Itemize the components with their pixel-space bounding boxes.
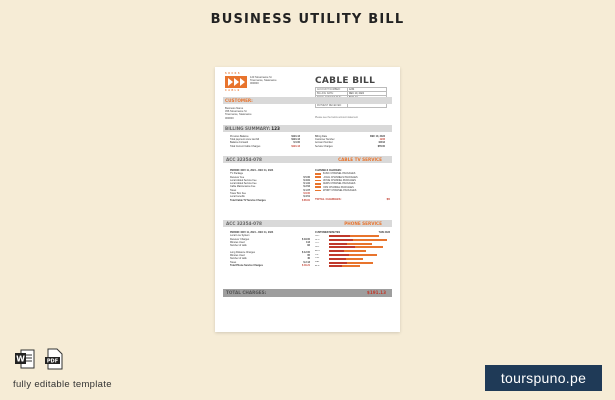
- summary-value: $191.13: [291, 138, 300, 142]
- customer-label: CUSTOMER:: [225, 98, 253, 103]
- info-key: PAYMENT RECEIVED:: [316, 104, 348, 108]
- cable-total-value: $5: [386, 196, 390, 201]
- cable-charges: [230, 169, 310, 202]
- channel-label: NEWS CHANNEL PACKAGES: [322, 182, 356, 186]
- charge-value: $ 3.81: [303, 178, 310, 182]
- channel-label: MOVIE CHANNEL PACKAGES: [322, 178, 356, 182]
- utility-bill-document: [215, 67, 400, 332]
- pdf-icon: [43, 348, 65, 370]
- charge-label: Local benefits: [230, 195, 245, 199]
- charge-label: Cable Maintenance Fee: [230, 185, 256, 189]
- pdf-icon-glyph: PDF: [46, 358, 59, 365]
- summary-row: [230, 145, 300, 148]
- minutes-bar-track: [329, 235, 390, 237]
- summary-key: Balance Forward: [230, 141, 249, 145]
- phone-service-label: PHONE SERVICE: [344, 220, 382, 226]
- charge-value: $ 18.00: [302, 237, 310, 241]
- billing-summary-number: 123: [271, 126, 280, 131]
- channel-row: [315, 189, 390, 192]
- summary-key: Billing Date: [315, 135, 328, 138]
- summary-key: Service Charges: [315, 144, 333, 148]
- summary-key: Total payment since last bill: [230, 138, 260, 142]
- charge-label: Local Added Service Fee: [230, 182, 257, 186]
- customer-address: [225, 107, 265, 120]
- period-text: PERIOD: NOV 11, 2024 – DEC 11, 2024: [230, 169, 274, 172]
- minutes-bar-track: [329, 254, 390, 256]
- customer-line: 000000: [225, 116, 234, 120]
- minutes-bar-fill-secondary: [329, 265, 342, 267]
- company-address: [250, 76, 288, 86]
- minutes-bar-fill-secondary: [329, 262, 347, 264]
- summary-right: [315, 135, 385, 148]
- charge-label: Taxes: [230, 260, 237, 264]
- company-name-sub: CABLE: [225, 89, 241, 92]
- minutes-bar-label: JUN: [315, 257, 320, 260]
- charge-label: Local Added Service Fee: [230, 178, 257, 182]
- info-value: DEC 10, 2024: [347, 92, 386, 96]
- period-text: PERIOD: NOV 11, 2024 – DEC 11, 2024: [230, 231, 274, 234]
- charge-label: Tower Box Fee: [230, 192, 246, 196]
- minutes-bar-fill-secondary: [329, 258, 346, 260]
- summary-value: $191.13: [291, 135, 300, 138]
- charge-label: Receiver Fee: [230, 175, 245, 179]
- charge-total-row: [230, 264, 310, 267]
- file-format-icons: [14, 348, 65, 370]
- charge-value: $ 5.00: [303, 175, 310, 179]
- grand-total-label: TOTAL CHARGES:: [226, 290, 267, 296]
- billing-summary-label: BILLING SUMMARY:: [225, 126, 271, 131]
- minutes-bar-label: OCT: [315, 242, 320, 245]
- summary-value: $78.00: [377, 144, 385, 148]
- cable-service-bar: [223, 156, 392, 163]
- charge-label: Total Cable TV Service Charges: [230, 198, 266, 202]
- minutes-bar-track: [329, 250, 390, 252]
- charge-value: $ 1.91: [303, 182, 310, 186]
- charge-value: $ 85.81: [302, 198, 310, 202]
- charge-label: Long Distance Charges: [230, 250, 255, 254]
- summary-key: Total Current Cable Charges: [230, 144, 261, 148]
- channel-label: SPORT CHANNEL PACKAGES: [322, 188, 357, 192]
- channels-label: CHANNELS CHARGES:: [315, 169, 342, 172]
- charge-value: $ 1.07: [303, 188, 310, 192]
- channel-swatch: [315, 180, 321, 182]
- summary-left: [230, 135, 300, 148]
- company-logo-icon: [225, 76, 247, 88]
- grand-total-bar: [223, 289, 392, 297]
- summary-row: [315, 145, 385, 148]
- minutes-bar-label: APR: [315, 265, 320, 268]
- charge-label: Taxes: [230, 188, 237, 192]
- bill-title: CABLE BILL: [315, 76, 376, 86]
- charge-value: $ 12.00: [302, 250, 310, 254]
- address-line: 123 Streetname St: [250, 76, 272, 79]
- minutes-bar-label: JUL: [315, 253, 319, 256]
- word-icon: [14, 348, 36, 370]
- charge-value: $ 2.13: [303, 260, 310, 264]
- charge-label: Local Line System: [230, 234, 250, 238]
- charge-label: TV Package: [230, 172, 244, 176]
- summary-value: 10012: [378, 141, 385, 145]
- cable-total-row: [315, 198, 390, 201]
- charge-value: $ 40.21: [302, 263, 310, 267]
- charge-label: Number of calls: [230, 257, 247, 261]
- charge-value: 40: [307, 257, 310, 261]
- summary-value: 1234: [379, 138, 385, 142]
- minutes-bar-fill-secondary: [329, 246, 355, 248]
- summary-value: DEC 10, 2024: [369, 135, 385, 138]
- minutes-bar-track: [329, 258, 390, 260]
- channel-swatch: [315, 173, 321, 175]
- channel-charges: [315, 169, 390, 201]
- info-key: ACCOUNT NUMBER:: [316, 88, 348, 92]
- customer-bar: [223, 97, 392, 104]
- company-name-top: SOCKS: [225, 72, 242, 75]
- minutes-bar-row: [315, 265, 390, 269]
- customer-line: Townname, Statename: [225, 113, 252, 117]
- channel-label: BASIC CHANNEL PACKAGES: [322, 172, 356, 176]
- template-label: fully editable template: [13, 379, 112, 390]
- charge-label: Minutes Used: [230, 254, 245, 258]
- billing-summary-bar: [223, 125, 392, 132]
- minutes-bar-fill-secondary: [329, 235, 350, 237]
- address-line: 000000: [250, 82, 259, 86]
- summary-value: $191.13: [291, 144, 300, 148]
- minutes-bar-track: [329, 246, 390, 248]
- channel-swatch: [315, 183, 321, 185]
- cable-service-label: CABLE TV SERVICE: [338, 156, 382, 162]
- charge-value: $ 3.51: [303, 195, 310, 199]
- info-value: 1234: [347, 88, 386, 92]
- minutes-bars: [315, 234, 390, 268]
- charge-label: Number of calls: [230, 244, 247, 248]
- minutes-bar-fill-secondary: [329, 243, 347, 245]
- channel-swatch: [315, 186, 321, 188]
- charge-label: Receiver Charges: [230, 237, 250, 241]
- channel-label: KIDS CHANNEL PACKAGES: [322, 185, 354, 189]
- minutes-bar-track: [329, 262, 390, 264]
- channel-swatch: [315, 190, 321, 192]
- statement-note: Please see the below account statement: [315, 116, 358, 119]
- charge-total-row: [230, 199, 310, 202]
- minutes-bar-label: AUG: [315, 249, 320, 252]
- charge-value: $ 8.00: [303, 192, 310, 196]
- minutes-bar-track: [329, 265, 390, 267]
- summary-key: Account Number: [315, 141, 333, 145]
- minutes-label: CUSTOMER MINUTES: [315, 231, 341, 234]
- minutes-bar-fill-secondary: [329, 239, 353, 241]
- summary-key: Previous Balance: [230, 135, 249, 138]
- brand-badge[interactable]: tourspuno.pe: [485, 365, 602, 391]
- minutes-bar-label: DEC: [315, 234, 320, 237]
- minutes-bar-track: [329, 239, 390, 241]
- info-value: [347, 104, 386, 108]
- charge-value: $ 2.52: [303, 185, 310, 189]
- summary-key: Customer Number: [315, 138, 335, 142]
- charge-value: 113: [306, 240, 310, 244]
- cable-total-label: TOTAL CHARGES:: [315, 196, 342, 201]
- info-row: [316, 104, 387, 108]
- minutes-bar-track: [329, 243, 390, 245]
- phone-service-bar: [223, 220, 392, 227]
- summary-value: $ 0.00: [293, 141, 300, 145]
- page-title: BUSINESS UTILITY BILL: [210, 12, 405, 27]
- minutes-bar-label: MAY: [315, 261, 320, 264]
- customer-line: 456 Streetname St: [225, 110, 247, 114]
- minutes-sublabel: THIS 2023: [378, 231, 390, 234]
- charge-value: 65: [307, 254, 310, 258]
- grand-total-value: $191.13: [366, 290, 386, 296]
- phone-account-number: ACC 32354-078: [226, 220, 262, 226]
- charge-label: Total Phone Service Charges: [230, 263, 263, 267]
- info-key: BILLING DATE:: [316, 92, 348, 96]
- charge-value: 82: [307, 244, 310, 248]
- channel-label: LOCAL CHANNELS PACKAGES: [322, 175, 358, 179]
- cable-account-number: ACC 32354-078: [226, 156, 262, 162]
- address-line: Townname, Statename: [250, 79, 277, 83]
- minutes-bar-label: NOV: [315, 238, 320, 241]
- minutes-bar-fill-secondary: [329, 250, 344, 252]
- minutes-bar-fill-secondary: [329, 254, 349, 256]
- phone-charges: [230, 231, 310, 267]
- customer-line: Business Name: [225, 107, 244, 110]
- minutes-bar-label: SEP: [315, 246, 320, 249]
- channel-swatch: [315, 176, 321, 178]
- charge-label: Minutes Used: [230, 240, 245, 244]
- minutes-chart: [315, 231, 390, 268]
- word-icon-glyph: W: [16, 354, 25, 364]
